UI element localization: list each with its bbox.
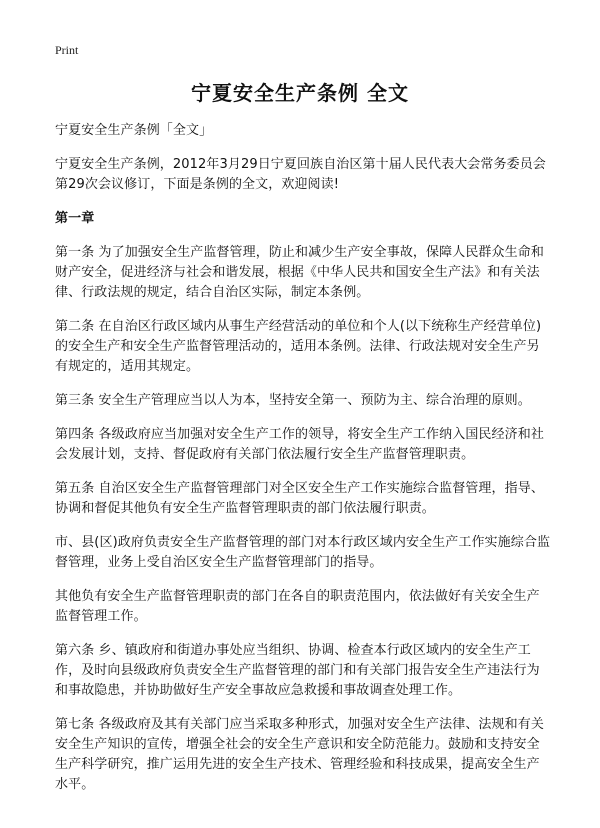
article-paragraph: 第三条 安全生产管理应当以人为本，坚持安全第一、预防为主、综合治理的原则。 (55, 393, 531, 408)
intro-paragraph: 宁夏安全生产条例，2012年3月29日宁夏回族自治区第十届人民代表大会常务委员会第29次会议修订，下面是条例的全文，欢迎阅读! (55, 157, 546, 192)
article-paragraph: 第五条 自治区安全生产监督管理部门对全区安全生产工作实施综合监督管理，指导、协调和督促其他负有安全生产监督管理职责的部门依法履行职责。 (55, 481, 544, 516)
print-link[interactable]: Print (55, 43, 79, 57)
article-paragraph: 其他负有安全生产监督管理职责的部门在各自的职责范围内，依法做好有关安全生产监督管理工作。 (55, 589, 540, 624)
article-paragraph: 第一条 为了加强安全生产监督管理，防止和减少生产安全事故，保障人民群众生命和财产安全，促进经济与社会和谐发展，根据《中华人民共和国安全生产法》和有关法律、行政法规的规定，结合自治区实际，制定本条例。 (55, 245, 544, 300)
chapter-heading: 第一章 (55, 211, 95, 226)
article-paragraph: 第七条 各级政府及其有关部门应当采取多种形式，加强对安全生产法律、法规和有关安全生产知识的宣传，增强全社会的安全生产意识和安全防范能力。鼓励和支持安全生产科学研究，推广运用先进的安全生产技术、管理经验和科技成果，提高安全生产水平。 (55, 717, 544, 792)
article-paragraph: 第六条 乡、镇政府和街道办事处应当组织、协调、检查本行政区域内的安全生产工作，及时向县级政府负责安全生产监督管理的部门和有关部门报告安全生产违法行为和事故隐患，并协助做好生产安全事故应急救援和事故调查处理工作。 (55, 643, 540, 698)
article-body (55, 121, 552, 809)
article-paragraph: 第二条 在自治区行政区域内从事生产经营活动的单位和个人(以下统称生产经营单位)的安全生产和安全生产监督管理活动的，适用本条例。法律、行政法规对安全生产另有规定的，适用其规定。 (55, 319, 542, 374)
article-subtitle: 宁夏安全生产条例「全文」 (55, 123, 213, 138)
page-title: 宁夏安全生产条例 全文 (191, 81, 409, 105)
article-paragraph: 第四条 各级政府应当加强对安全生产工作的领导，将安全生产工作纳入国民经济和社会发展计划，支持、督促政府有关部门依法履行安全生产监督管理职责。 (55, 427, 544, 462)
article-paragraph: 市、县(区)政府负责安全生产监督管理的部门对本行政区域内安全生产工作实施综合监督管理，业务上受自治区安全生产监督管理部门的指导。 (55, 535, 551, 570)
